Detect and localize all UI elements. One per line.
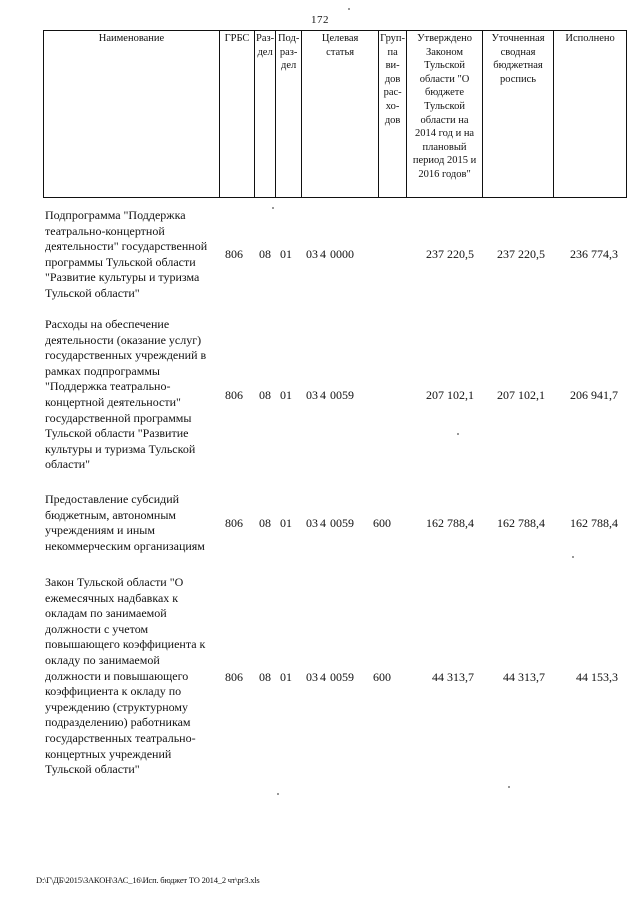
row-approved: 237 220,5 — [426, 247, 474, 261]
row-name: Закон Тульской области "О ежемесячных надбавках к окладам по занимаемой должности с учетом повышающего коэффициента к окладу по занимаемой должности и повышающего коэффициента к окладу по учреждению (структурному подразделению) работникам государственных театрально- концертных учреждений Тульской области" — [45, 575, 206, 777]
file-path-footer: D:\Г\ДБ\2015\ЗАКОН\ЗАС_16\Исп. бюджет ТО 2014_2 чт\pr3.xls — [36, 875, 260, 885]
row-approved: 162 788,4 — [426, 516, 474, 530]
row-executed: 44 153,3 — [576, 670, 618, 684]
table-header — [43, 30, 627, 198]
row-grbs: 806 — [225, 516, 243, 530]
row-razdel: 08 — [259, 516, 271, 530]
row-razdel: 08 — [259, 247, 271, 261]
row-refined: 44 313,7 — [503, 670, 545, 684]
row-ts-subprogram: 4 — [320, 516, 326, 530]
header-grbs: ГРБС — [220, 31, 255, 198]
row-approved: 207 102,1 — [426, 388, 474, 402]
header-name: Наименование — [44, 31, 220, 198]
row-ts-program: 03 — [306, 670, 318, 684]
row-refined: 237 220,5 — [497, 247, 545, 261]
row-grbs: 806 — [225, 388, 243, 402]
scan-speck — [572, 556, 574, 558]
header-ispolneno: Исполнено — [554, 31, 627, 198]
header-gruppa-vidov: Груп- па ви- дов рас- хо- дов — [379, 31, 407, 198]
scan-speck — [457, 433, 459, 435]
row-razdel: 08 — [259, 670, 271, 684]
row-ts-program: 03 — [306, 516, 318, 530]
row-vid: 600 — [373, 670, 391, 684]
header-utochnennaya: Уточненная сводная бюджетная роспись — [483, 31, 554, 198]
scan-speck — [272, 207, 274, 209]
row-grbs: 806 — [225, 247, 243, 261]
row-ts-program: 03 — [306, 388, 318, 402]
row-name: Подпрограмма "Поддержка театрально-концертной деятельности" государственной программы Тульской области "Развитие культуры и туризма Тульской области" — [45, 208, 208, 300]
row-name: Предоставление субсидий бюджетным, автономным учреждениям и иным некоммерческим организациям — [45, 492, 205, 553]
row-ts-program: 03 — [306, 247, 318, 261]
row-refined: 162 788,4 — [497, 516, 545, 530]
row-ts-number: 0000 — [330, 247, 354, 261]
scan-speck — [277, 793, 279, 795]
row-podrazdel: 01 — [280, 247, 292, 261]
row-executed: 236 774,3 — [570, 247, 618, 261]
header-razdel: Раз- дел — [255, 31, 276, 198]
row-ts-subprogram: 4 — [320, 247, 326, 261]
row-podrazdel: 01 — [280, 670, 292, 684]
row-razdel: 08 — [259, 388, 271, 402]
row-executed: 162 788,4 — [570, 516, 618, 530]
row-ts-subprogram: 4 — [320, 388, 326, 402]
page-number: 172 — [311, 14, 329, 26]
row-grbs: 806 — [225, 670, 243, 684]
row-refined: 207 102,1 — [497, 388, 545, 402]
header-podrazdel: Под- раз- дел — [276, 31, 302, 198]
row-ts-subprogram: 4 — [320, 670, 326, 684]
scan-speck — [348, 8, 350, 10]
row-ts-number: 0059 — [330, 516, 354, 530]
header-utverzhdeno: Утверждено Законом Тульской области "О бюджете Тульской области на 2014 год и на плановый период 2015 и 2016 годов" — [407, 31, 483, 198]
row-ts-number: 0059 — [330, 388, 354, 402]
row-name: Расходы на обеспечение деятельности (оказание услуг) государственных учреждений в рамках подпрограммы "Поддержка театрально- концертной деятельности" государственной программы Тульской области "Развитие культуры и туризма Тульской области" — [45, 317, 207, 472]
row-podrazdel: 01 — [280, 388, 292, 402]
row-vid: 600 — [373, 516, 391, 530]
scan-speck — [508, 786, 510, 788]
header-tselevaya-statya: Целевая статья — [302, 31, 379, 198]
row-ts-number: 0059 — [330, 670, 354, 684]
row-executed: 206 941,7 — [570, 388, 618, 402]
row-approved: 44 313,7 — [432, 670, 474, 684]
row-podrazdel: 01 — [280, 516, 292, 530]
